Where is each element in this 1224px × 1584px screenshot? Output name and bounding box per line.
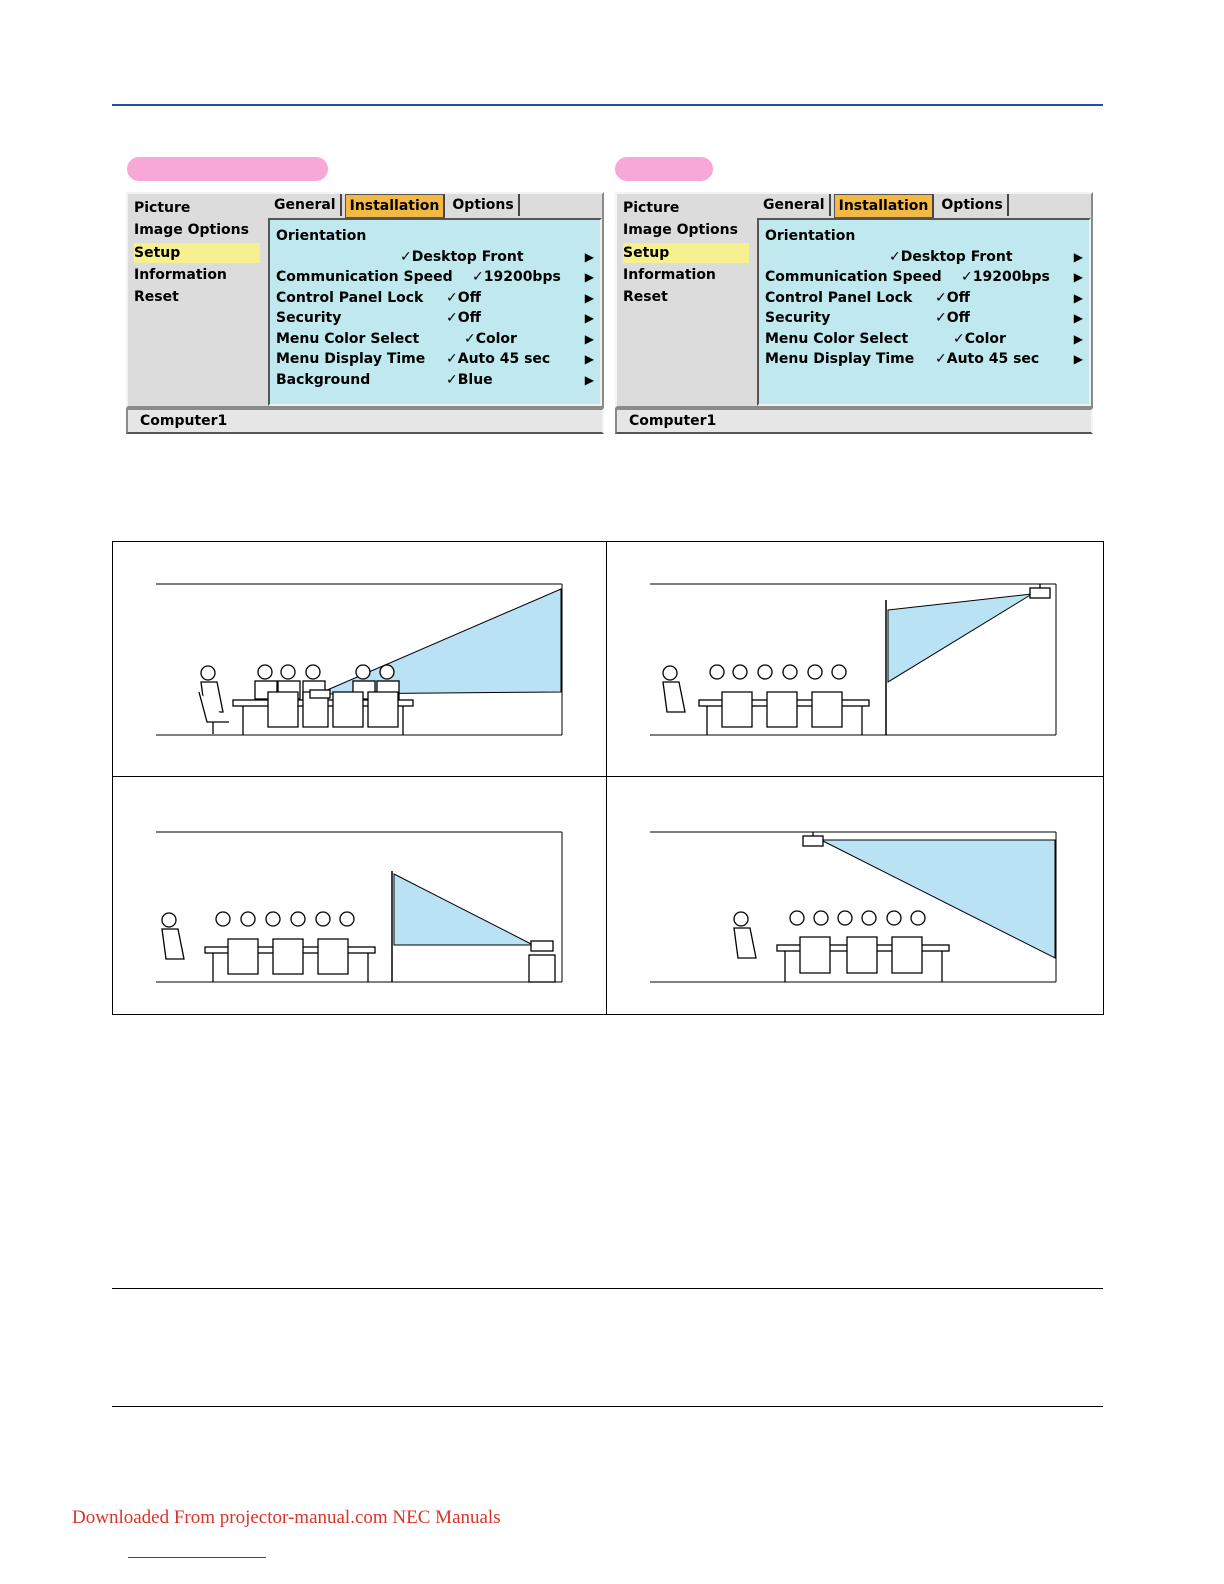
footer-underline: [128, 1557, 266, 1558]
left-item-information[interactable]: Information: [623, 267, 716, 283]
orientation-illustrations: [112, 541, 1104, 1015]
status-bar: [126, 408, 604, 434]
setting-row[interactable]: [276, 370, 594, 390]
left-item-setup[interactable]: Setup: [623, 243, 749, 263]
settings-panel: [757, 218, 1091, 406]
submenu-arrow-icon: ▶: [1073, 250, 1083, 264]
setting-row[interactable]: [276, 267, 594, 287]
setting-row[interactable]: [276, 288, 594, 308]
setting-label: Communication Speed: [276, 269, 453, 285]
orientation-value-row[interactable]: [276, 247, 594, 267]
setting-label: Security: [276, 310, 342, 326]
tab-bar: [759, 194, 1012, 218]
section-rule-upper: [112, 1288, 1103, 1289]
setting-row[interactable]: [276, 349, 594, 369]
setting-row[interactable]: [276, 329, 594, 349]
setting-row[interactable]: [765, 267, 1083, 287]
setting-label: Menu Display Time: [765, 351, 915, 367]
setting-value: ✓Off: [935, 290, 970, 306]
submenu-arrow-icon: ▶: [1073, 311, 1083, 325]
submenu-arrow-icon: ▶: [584, 250, 594, 264]
orientation-label: Orientation: [765, 228, 856, 244]
setting-label: Menu Display Time: [276, 351, 426, 367]
setting-label: Menu Color Select: [765, 331, 909, 347]
tab-general[interactable]: General: [270, 194, 342, 216]
setting-value: ✓Off: [935, 310, 970, 326]
tab-bar: [270, 194, 523, 218]
submenu-arrow-icon: ▶: [584, 373, 594, 387]
setting-value: ✓Color: [953, 331, 1006, 347]
submenu-arrow-icon: ▶: [584, 270, 594, 284]
setting-row[interactable]: [765, 349, 1083, 369]
orientation-label-row: [276, 226, 594, 246]
source-name: Computer1: [140, 413, 228, 429]
submenu-arrow-icon: ▶: [1073, 352, 1083, 366]
setting-row[interactable]: [276, 308, 594, 328]
setting-label: Menu Color Select: [276, 331, 420, 347]
setting-label: Control Panel Lock: [765, 290, 913, 306]
orientation-label: Orientation: [276, 228, 367, 244]
setting-row[interactable]: [765, 308, 1083, 328]
left-item-image-options[interactable]: Image Options: [134, 222, 249, 238]
orientation-value-row[interactable]: [765, 247, 1083, 267]
tab-installation[interactable]: Installation: [345, 194, 446, 218]
submenu-arrow-icon: ▶: [584, 311, 594, 325]
setting-row[interactable]: [765, 288, 1083, 308]
setting-row[interactable]: [765, 329, 1083, 349]
setting-value: ✓19200bps: [961, 269, 1050, 285]
left-item-reset[interactable]: Reset: [134, 289, 179, 305]
setting-label: Security: [765, 310, 831, 326]
submenu-arrow-icon: ▶: [1073, 291, 1083, 305]
tab-options[interactable]: Options: [448, 194, 519, 216]
left-item-image-options[interactable]: Image Options: [623, 222, 738, 238]
status-bar: [615, 408, 1093, 434]
setting-label: Control Panel Lock: [276, 290, 424, 306]
left-item-information[interactable]: Information: [134, 267, 227, 283]
setting-value: ✓Off: [446, 290, 481, 306]
left-item-picture[interactable]: Picture: [134, 200, 191, 216]
submenu-arrow-icon: ▶: [1073, 332, 1083, 346]
orientation-value: ✓Desktop Front: [400, 249, 524, 265]
source-link[interactable]: Downloaded From projector-manual.com NEC Manuals: [72, 1507, 501, 1528]
tab-installation[interactable]: Installation: [834, 194, 935, 218]
setting-value: ✓Auto 45 sec: [935, 351, 1040, 367]
left-item-setup[interactable]: Setup: [134, 243, 260, 263]
submenu-arrow-icon: ▶: [584, 352, 594, 366]
left-item-reset[interactable]: Reset: [623, 289, 668, 305]
header-rule: [112, 104, 1103, 106]
setting-value: ✓Blue: [446, 372, 493, 388]
setting-value: ✓Color: [464, 331, 517, 347]
submenu-arrow-icon: ▶: [584, 291, 594, 305]
ceiling-rear-illustration: [607, 542, 1103, 776]
setting-label: Background: [276, 372, 371, 388]
source-name: Computer1: [629, 413, 717, 429]
tab-options[interactable]: Options: [937, 194, 1008, 216]
settings-panel: [268, 218, 602, 406]
orientation-label-row: [765, 226, 1083, 246]
orientation-value: ✓Desktop Front: [889, 249, 1013, 265]
submenu-arrow-icon: ▶: [1073, 270, 1083, 284]
setting-value: ✓19200bps: [472, 269, 561, 285]
desktop-rear-illustration: [113, 777, 606, 1014]
setting-label: Communication Speed: [765, 269, 942, 285]
section-rule-lower: [112, 1406, 1103, 1407]
setting-value: ✓Auto 45 sec: [446, 351, 551, 367]
osd-menu-right: [615, 158, 1091, 429]
setting-value: ✓Off: [446, 310, 481, 326]
tab-general[interactable]: General: [759, 194, 831, 216]
osd-menu-left: [126, 158, 602, 429]
desktop-front-illustration: [113, 542, 606, 776]
ceiling-front-illustration: [607, 777, 1103, 1014]
submenu-arrow-icon: ▶: [584, 332, 594, 346]
left-item-picture[interactable]: Picture: [623, 200, 680, 216]
